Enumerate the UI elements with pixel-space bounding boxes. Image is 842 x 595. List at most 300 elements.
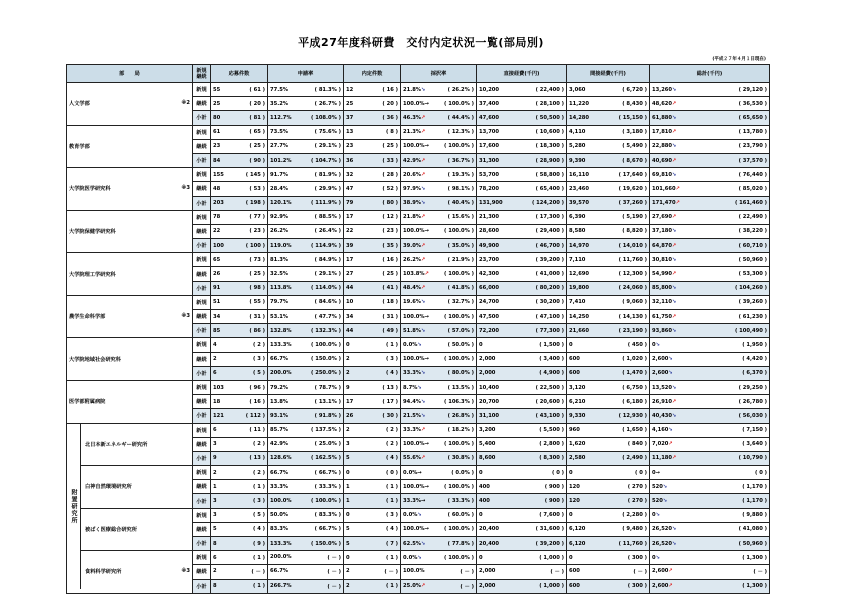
trend-arrow-icon: → xyxy=(424,228,429,235)
adoption-rate-cell-current: 21.3% xyxy=(403,129,421,136)
trend-arrow-icon: ↗ xyxy=(421,285,426,292)
applications-cell-current: 155 xyxy=(213,171,224,178)
direct-cost-cell-current: 5,400 xyxy=(479,441,496,448)
application-rate-cell xyxy=(268,324,344,338)
total-cell-current: 13,260 xyxy=(652,86,673,93)
applications-cell xyxy=(211,338,268,352)
adoption-rate-cell-previous: ( 77.8% ) xyxy=(448,541,474,547)
trend-arrow-icon: ↘ xyxy=(417,384,422,391)
awards-cell-previous: ( 18 ) xyxy=(382,299,398,305)
awards-cell-previous: ( 1 ) xyxy=(386,484,398,490)
trend-arrow-icon: ↗ xyxy=(421,582,426,589)
application-rate-cell-current: 266.7% xyxy=(270,582,292,589)
application-rate-cell-current: 92.9% xyxy=(270,214,288,221)
awards-cell-current: 44 xyxy=(346,327,354,334)
direct-cost-cell xyxy=(477,210,567,224)
total-cell xyxy=(650,537,770,551)
awards-cell-current: 9 xyxy=(346,384,350,391)
awards-cell-current: 2 xyxy=(346,583,350,590)
table-row xyxy=(67,423,770,437)
indirect-cost-cell xyxy=(567,522,650,536)
total-cell xyxy=(650,267,770,281)
direct-cost-cell xyxy=(477,239,567,253)
indirect-cost-cell xyxy=(567,267,650,281)
total-cell xyxy=(650,352,770,366)
direct-cost-cell-previous: ( 80,200 ) xyxy=(536,285,564,291)
total-cell-previous: ( 26,780 ) xyxy=(739,399,767,405)
indirect-cost-cell-previous: ( 2,280 ) xyxy=(622,512,647,518)
applications-cell-previous: ( 198 ) xyxy=(246,200,265,206)
total-cell-previous: ( － ) xyxy=(753,568,767,575)
applications-cell xyxy=(211,466,268,480)
direct-cost-cell-current: 20,400 xyxy=(479,526,500,533)
category-cell: 継続 xyxy=(193,565,211,579)
application-rate-cell-current: 35.2% xyxy=(270,100,288,107)
application-rate-cell-previous: ( 100.0% ) xyxy=(311,498,341,504)
direct-cost-cell xyxy=(477,153,567,167)
indirect-cost-cell-previous: ( 840 ) xyxy=(628,441,647,447)
applications-cell-current: 65 xyxy=(213,256,221,263)
adoption-rate-cell xyxy=(401,451,477,465)
indirect-cost-cell-previous: ( － ) xyxy=(633,568,647,575)
applications-cell xyxy=(211,409,268,423)
indirect-cost-cell-current: 7,410 xyxy=(569,299,586,306)
indirect-cost-cell xyxy=(567,83,650,97)
applications-cell xyxy=(211,153,268,167)
application-rate-cell xyxy=(268,423,344,437)
indirect-cost-cell-current: 3,120 xyxy=(569,384,586,391)
adoption-rate-cell-current: 26.2% xyxy=(403,256,421,263)
applications-cell-current: 91 xyxy=(213,285,221,292)
direct-cost-cell-current: 24,700 xyxy=(479,299,500,306)
indirect-cost-cell-previous: ( 5,190 ) xyxy=(622,214,647,220)
direct-cost-cell-previous: ( 43,100 ) xyxy=(536,413,564,419)
adoption-rate-cell-previous: ( 32.7% ) xyxy=(448,299,474,305)
direct-cost-cell xyxy=(477,253,567,267)
adoption-rate-cell xyxy=(401,253,477,267)
indirect-cost-cell-current: 1,620 xyxy=(569,441,586,448)
total-cell xyxy=(650,153,770,167)
total-cell-current: 54,990 xyxy=(652,271,673,278)
applications-cell xyxy=(211,97,268,111)
indirect-cost-cell-current: 2,580 xyxy=(569,455,586,462)
adoption-rate-cell xyxy=(401,409,477,423)
total-cell xyxy=(650,451,770,465)
applications-cell xyxy=(211,168,268,182)
adoption-rate-cell-previous: ( 100.0% ) xyxy=(444,101,474,107)
awards-cell-previous: ( 36 ) xyxy=(382,115,398,121)
direct-cost-cell-current: 17,600 xyxy=(479,143,500,150)
application-rate-cell-current: 28.4% xyxy=(270,185,288,192)
total-cell-previous: ( 50,960 ) xyxy=(739,257,767,263)
indirect-cost-cell-current: 6,210 xyxy=(569,398,586,405)
awards-cell-current: 12 xyxy=(346,86,354,93)
adoption-rate-cell xyxy=(401,537,477,551)
indirect-cost-cell xyxy=(567,380,650,394)
direct-cost-cell-current: 66,000 xyxy=(479,285,500,292)
direct-cost-cell-current: 2,000 xyxy=(479,370,496,377)
direct-cost-cell-previous: ( 1,000 ) xyxy=(539,555,564,561)
table-row xyxy=(67,168,770,182)
total-cell-current: 93,860 xyxy=(652,327,673,334)
adoption-rate-cell-previous: ( 44.4% ) xyxy=(448,115,474,121)
total-cell xyxy=(650,565,770,579)
trend-arrow-icon: ↗ xyxy=(672,100,677,107)
total-cell-current: 4,160 xyxy=(652,427,669,434)
department-name-cell xyxy=(67,551,193,594)
total-cell-previous: ( 29,120 ) xyxy=(739,87,767,93)
adoption-rate-cell-current: 100.0% xyxy=(403,568,425,575)
direct-cost-cell-previous: ( 39,200 ) xyxy=(536,541,564,547)
indirect-cost-cell-previous: ( 12,300 ) xyxy=(619,271,647,277)
category-cell: 新規 xyxy=(193,168,211,182)
direct-cost-cell xyxy=(477,310,567,324)
direct-cost-cell-previous: ( 28,100 ) xyxy=(536,101,564,107)
application-rate-cell-current: 73.5% xyxy=(270,129,288,136)
adoption-rate-cell xyxy=(401,239,477,253)
applications-cell-current: 22 xyxy=(213,228,221,235)
total-cell-previous: ( 56,030 ) xyxy=(739,413,767,419)
total-cell xyxy=(650,182,770,196)
applications-cell-previous: ( 98 ) xyxy=(249,285,265,291)
trend-arrow-icon: ↘ xyxy=(672,256,677,263)
indirect-cost-cell-previous: ( 14,010 ) xyxy=(619,243,647,249)
total-cell-previous: ( 38,220 ) xyxy=(739,228,767,234)
trend-arrow-icon: ↗ xyxy=(421,214,426,221)
awards-cell xyxy=(344,494,401,508)
direct-cost-cell xyxy=(477,83,567,97)
department-name: 大学院保健学研究科 xyxy=(69,228,116,235)
awards-cell xyxy=(344,451,401,465)
trend-arrow-icon: ↘ xyxy=(672,540,677,547)
category-cell: 新規 xyxy=(193,508,211,522)
application-rate-cell-previous: ( 91.8% ) xyxy=(315,413,341,419)
category-cell: 継続 xyxy=(193,437,211,451)
trend-arrow-icon: ↘ xyxy=(655,554,660,561)
trend-arrow-icon: → xyxy=(424,526,429,533)
department-name: 大学院地域社会研究科 xyxy=(69,356,121,363)
application-rate-cell-previous: ( 29.1% ) xyxy=(315,143,341,149)
application-rate-cell xyxy=(268,352,344,366)
category-cell: 小計 xyxy=(193,324,211,338)
direct-cost-cell-previous: ( 18,300 ) xyxy=(536,143,564,149)
indirect-cost-cell-previous: ( 1,650 ) xyxy=(622,427,647,433)
category-cell: 小計 xyxy=(193,537,211,551)
total-cell xyxy=(650,168,770,182)
indirect-cost-cell xyxy=(567,295,650,309)
direct-cost-cell-current: 31,300 xyxy=(479,157,500,164)
adoption-rate-cell-previous: ( 100.0% ) xyxy=(444,314,474,320)
awards-cell-current: 22 xyxy=(346,228,354,235)
application-rate-cell-current: 26.2% xyxy=(270,228,288,235)
indirect-cost-cell xyxy=(567,395,650,409)
application-rate-cell-previous: ( 81.9% ) xyxy=(315,172,341,178)
total-cell-current: 37,180 xyxy=(652,228,673,235)
indirect-cost-cell-previous: ( 17,640 ) xyxy=(619,172,647,178)
applications-cell xyxy=(211,551,268,565)
direct-cost-cell xyxy=(477,168,567,182)
trend-arrow-icon: → xyxy=(424,356,429,363)
applications-cell xyxy=(211,352,268,366)
direct-cost-cell-current: 10,400 xyxy=(479,384,500,391)
trend-arrow-icon: → xyxy=(421,498,426,505)
application-rate-cell-current: 13.8% xyxy=(270,398,288,405)
direct-cost-cell-current: 47,500 xyxy=(479,313,500,320)
adoption-rate-cell xyxy=(401,125,477,139)
awards-cell-current: 25 xyxy=(346,100,354,107)
applications-cell-current: 2 xyxy=(213,356,217,363)
adoption-rate-cell-current: 33.3% xyxy=(403,498,421,505)
direct-cost-cell-previous: ( 17,300 ) xyxy=(536,214,564,220)
direct-cost-cell xyxy=(477,182,567,196)
header-application-rate: 申請率 xyxy=(268,65,344,83)
applications-cell-previous: ( 1 ) xyxy=(253,555,265,561)
trend-arrow-icon: ↘ xyxy=(672,412,677,419)
direct-cost-cell xyxy=(477,451,567,465)
trend-arrow-icon: → xyxy=(424,100,429,107)
trend-arrow-icon: ↘ xyxy=(672,384,677,391)
application-rate-cell xyxy=(268,281,344,295)
awards-cell-current: 39 xyxy=(346,242,354,249)
adoption-rate-cell-previous: ( 100.0% ) xyxy=(444,143,474,149)
adoption-rate-cell xyxy=(401,423,477,437)
application-rate-cell-previous: ( 150.0% ) xyxy=(311,356,341,362)
trend-arrow-icon: ↗ xyxy=(672,398,677,405)
adoption-rate-cell-current: 38.9% xyxy=(403,200,421,207)
indirect-cost-cell xyxy=(567,281,650,295)
adoption-rate-cell xyxy=(401,295,477,309)
awards-cell xyxy=(344,224,401,238)
total-cell-previous: ( 1,170 ) xyxy=(742,498,767,504)
application-rate-cell xyxy=(268,437,344,451)
adoption-rate-cell-previous: ( 80.0% ) xyxy=(448,370,474,376)
applications-cell-previous: ( 90 ) xyxy=(249,158,265,164)
total-cell-current: 30,810 xyxy=(652,256,673,263)
application-rate-cell-current: 79.2% xyxy=(270,384,288,391)
trend-arrow-icon: ↘ xyxy=(421,299,426,306)
awards-cell-previous: ( 31 ) xyxy=(382,314,398,320)
direct-cost-cell-previous: ( 77,300 ) xyxy=(536,328,564,334)
applications-cell-previous: ( 55 ) xyxy=(249,299,265,305)
awards-cell-previous: ( 7 ) xyxy=(386,541,398,547)
total-cell-previous: ( 22,490 ) xyxy=(739,214,767,220)
applications-cell-previous: ( 65 ) xyxy=(249,129,265,135)
indirect-cost-cell-previous: ( 3,180 ) xyxy=(622,129,647,135)
trend-arrow-icon: ↘ xyxy=(662,483,668,490)
awards-cell-previous: ( 33 ) xyxy=(382,158,398,164)
adoption-rate-cell xyxy=(401,267,477,281)
direct-cost-cell-previous: ( 20,600 ) xyxy=(536,399,564,405)
application-rate-cell xyxy=(268,522,344,536)
application-rate-cell-previous: ( 29.1% ) xyxy=(315,271,341,277)
adoption-rate-cell xyxy=(401,224,477,238)
trend-arrow-icon: ↘ xyxy=(417,512,422,519)
direct-cost-cell xyxy=(477,395,567,409)
applications-cell-previous: ( 5 ) xyxy=(253,512,265,518)
direct-cost-cell-previous: ( 900 ) xyxy=(545,498,564,504)
awards-cell-previous: ( 1 ) xyxy=(386,342,398,348)
adoption-rate-cell-current: 19.6% xyxy=(403,299,421,306)
application-rate-cell-previous: ( 114.0% ) xyxy=(311,285,341,291)
total-cell-previous: ( 6,370 ) xyxy=(742,370,767,376)
total-cell-current: 0 xyxy=(652,554,656,561)
awards-cell-previous: ( 1 ) xyxy=(386,555,398,561)
category-cell: 新規 xyxy=(193,125,211,139)
awards-cell-current: 0 xyxy=(346,341,350,348)
direct-cost-cell-previous: ( 0 ) xyxy=(552,470,564,476)
direct-cost-cell-previous: ( 28,900 ) xyxy=(536,158,564,164)
awards-cell-current: 2 xyxy=(346,568,350,575)
direct-cost-cell-previous: ( 22,400 ) xyxy=(536,87,564,93)
total-cell-current: 0 xyxy=(652,512,656,519)
awards-cell xyxy=(344,267,401,281)
indirect-cost-cell-previous: ( 15,150 ) xyxy=(619,115,647,121)
department-name-cell xyxy=(67,338,193,381)
direct-cost-cell-previous: ( 8,300 ) xyxy=(539,455,564,461)
category-cell: 新規 xyxy=(193,83,211,97)
applications-cell-previous: ( 2 ) xyxy=(253,441,265,447)
adoption-rate-cell-previous: ( 13.5% ) xyxy=(448,385,474,391)
awards-cell xyxy=(344,111,401,125)
indirect-cost-cell-previous: ( 270 ) xyxy=(628,498,647,504)
adoption-rate-cell-current: 100.0% xyxy=(403,313,425,320)
indirect-cost-cell-current: 7,110 xyxy=(569,256,586,263)
indirect-cost-cell-current: 600 xyxy=(569,370,580,377)
application-rate-cell-previous: ( 84.6% ) xyxy=(315,299,341,305)
trend-arrow-icon: ↘ xyxy=(421,540,426,547)
awards-cell-current: 2 xyxy=(346,370,350,377)
applications-cell-current: 78 xyxy=(213,214,221,221)
adoption-rate-cell-previous: ( 98.1% ) xyxy=(448,186,474,192)
direct-cost-cell-current: 42,300 xyxy=(479,271,500,278)
application-rate-cell-current: 93.1% xyxy=(270,412,288,419)
awards-cell-previous: ( 4 ) xyxy=(386,455,398,461)
direct-cost-cell-current: 20,400 xyxy=(479,540,500,547)
indirect-cost-cell-previous: ( 1,020 ) xyxy=(622,356,647,362)
applications-cell xyxy=(211,125,268,139)
header-awards: 内定件数 xyxy=(344,65,401,83)
application-rate-cell xyxy=(268,395,344,409)
applications-cell xyxy=(211,196,268,210)
applications-cell-previous: ( 112 ) xyxy=(246,413,265,419)
category-cell: 新規 xyxy=(193,551,211,565)
awards-cell-previous: ( － ) xyxy=(384,568,398,575)
applications-cell-current: 23 xyxy=(213,143,221,150)
total-cell-previous: ( 50,960 ) xyxy=(739,541,767,547)
total-cell-current: 0 xyxy=(652,469,656,476)
footnote-mark: ※3 xyxy=(181,185,190,192)
trend-arrow-icon: ↘ xyxy=(421,86,426,93)
applications-cell xyxy=(211,508,268,522)
application-rate-cell xyxy=(268,196,344,210)
applications-cell xyxy=(211,494,268,508)
indirect-cost-cell xyxy=(567,437,650,451)
awards-cell-current: 1 xyxy=(346,498,350,505)
applications-cell xyxy=(211,395,268,409)
category-cell: 継続 xyxy=(193,267,211,281)
applications-cell xyxy=(211,366,268,380)
adoption-rate-cell-current: 39.0% xyxy=(403,242,421,249)
applications-cell-current: 9 xyxy=(213,455,217,462)
direct-cost-cell-current: 2,000 xyxy=(479,356,496,363)
direct-cost-cell-previous: ( 3,400 ) xyxy=(539,356,564,362)
application-rate-cell xyxy=(268,480,344,494)
direct-cost-cell-previous: ( 4,900 ) xyxy=(539,370,564,376)
department-name: 人文学部 xyxy=(69,101,90,108)
adoption-rate-cell-previous: ( 106.3% ) xyxy=(444,399,474,405)
applications-cell-current: 61 xyxy=(213,129,221,136)
indirect-cost-cell-previous: ( 11,760 ) xyxy=(619,541,647,547)
total-cell xyxy=(650,380,770,394)
indirect-cost-cell-previous: ( 300 ) xyxy=(628,583,647,589)
awards-cell xyxy=(344,281,401,295)
direct-cost-cell xyxy=(477,267,567,281)
total-cell-current: 520 xyxy=(652,498,663,505)
awards-cell xyxy=(344,196,401,210)
adoption-rate-cell-previous: ( 100.0% ) xyxy=(444,526,474,532)
direct-cost-cell-previous: ( － ) xyxy=(550,568,564,575)
application-rate-cell-previous: ( 114.9% ) xyxy=(311,243,341,249)
total-cell xyxy=(650,310,770,324)
total-cell-current: 2,600 xyxy=(652,568,669,575)
indirect-cost-cell-current: 9,390 xyxy=(569,157,586,164)
trend-arrow-icon: ↗ xyxy=(421,427,426,434)
adoption-rate-cell-previous: ( 100.0% ) xyxy=(444,271,474,277)
application-rate-cell-previous: ( 111.9% ) xyxy=(311,200,341,206)
adoption-rate-cell xyxy=(401,324,477,338)
direct-cost-cell-current: 37,400 xyxy=(479,100,500,107)
awards-cell xyxy=(344,423,401,437)
applications-cell-current: 1 xyxy=(213,483,217,490)
applications-cell-current: 3 xyxy=(213,441,217,448)
total-cell xyxy=(650,579,770,593)
direct-cost-cell xyxy=(477,111,567,125)
awards-cell-current: 17 xyxy=(346,398,354,405)
adoption-rate-cell xyxy=(401,210,477,224)
awards-cell xyxy=(344,480,401,494)
awards-cell-current: 2 xyxy=(346,427,350,434)
awards-cell-current: 3 xyxy=(346,441,350,448)
application-rate-cell-previous: ( 162.5% ) xyxy=(311,455,341,461)
indirect-cost-cell xyxy=(567,168,650,182)
awards-cell-current: 1 xyxy=(346,483,350,490)
awards-cell xyxy=(344,537,401,551)
category-cell: 小計 xyxy=(193,409,211,423)
indirect-cost-cell-current: 21,660 xyxy=(569,327,590,334)
adoption-rate-cell-previous: ( 100.0% ) xyxy=(444,356,474,362)
direct-cost-cell-current: 31,100 xyxy=(479,412,500,419)
adoption-rate-cell-previous: ( 100.0% ) xyxy=(444,484,474,490)
application-rate-cell-previous: ( 78.7% ) xyxy=(315,385,341,391)
application-rate-cell-current: 100.0% xyxy=(270,498,292,505)
department-name: 大学院理工学研究科 xyxy=(69,271,116,278)
total-cell-current: 48,620 xyxy=(652,100,673,107)
applications-cell-current: 2 xyxy=(213,469,217,476)
awards-cell xyxy=(344,522,401,536)
total-cell-previous: ( 37,570 ) xyxy=(739,158,767,164)
header-total: 総計(千円) xyxy=(650,65,770,83)
adoption-rate-cell xyxy=(401,551,477,565)
total-cell xyxy=(650,395,770,409)
total-cell-current: 7,020 xyxy=(652,441,669,448)
direct-cost-cell xyxy=(477,494,567,508)
applications-cell-previous: ( 61 ) xyxy=(249,87,265,93)
trend-arrow-icon: ↘ xyxy=(417,554,422,561)
total-cell-current: 61,750 xyxy=(652,313,673,320)
total-cell-previous: ( 29,250 ) xyxy=(739,385,767,391)
applications-cell-current: 2 xyxy=(213,568,217,575)
category-cell: 継続 xyxy=(193,352,211,366)
